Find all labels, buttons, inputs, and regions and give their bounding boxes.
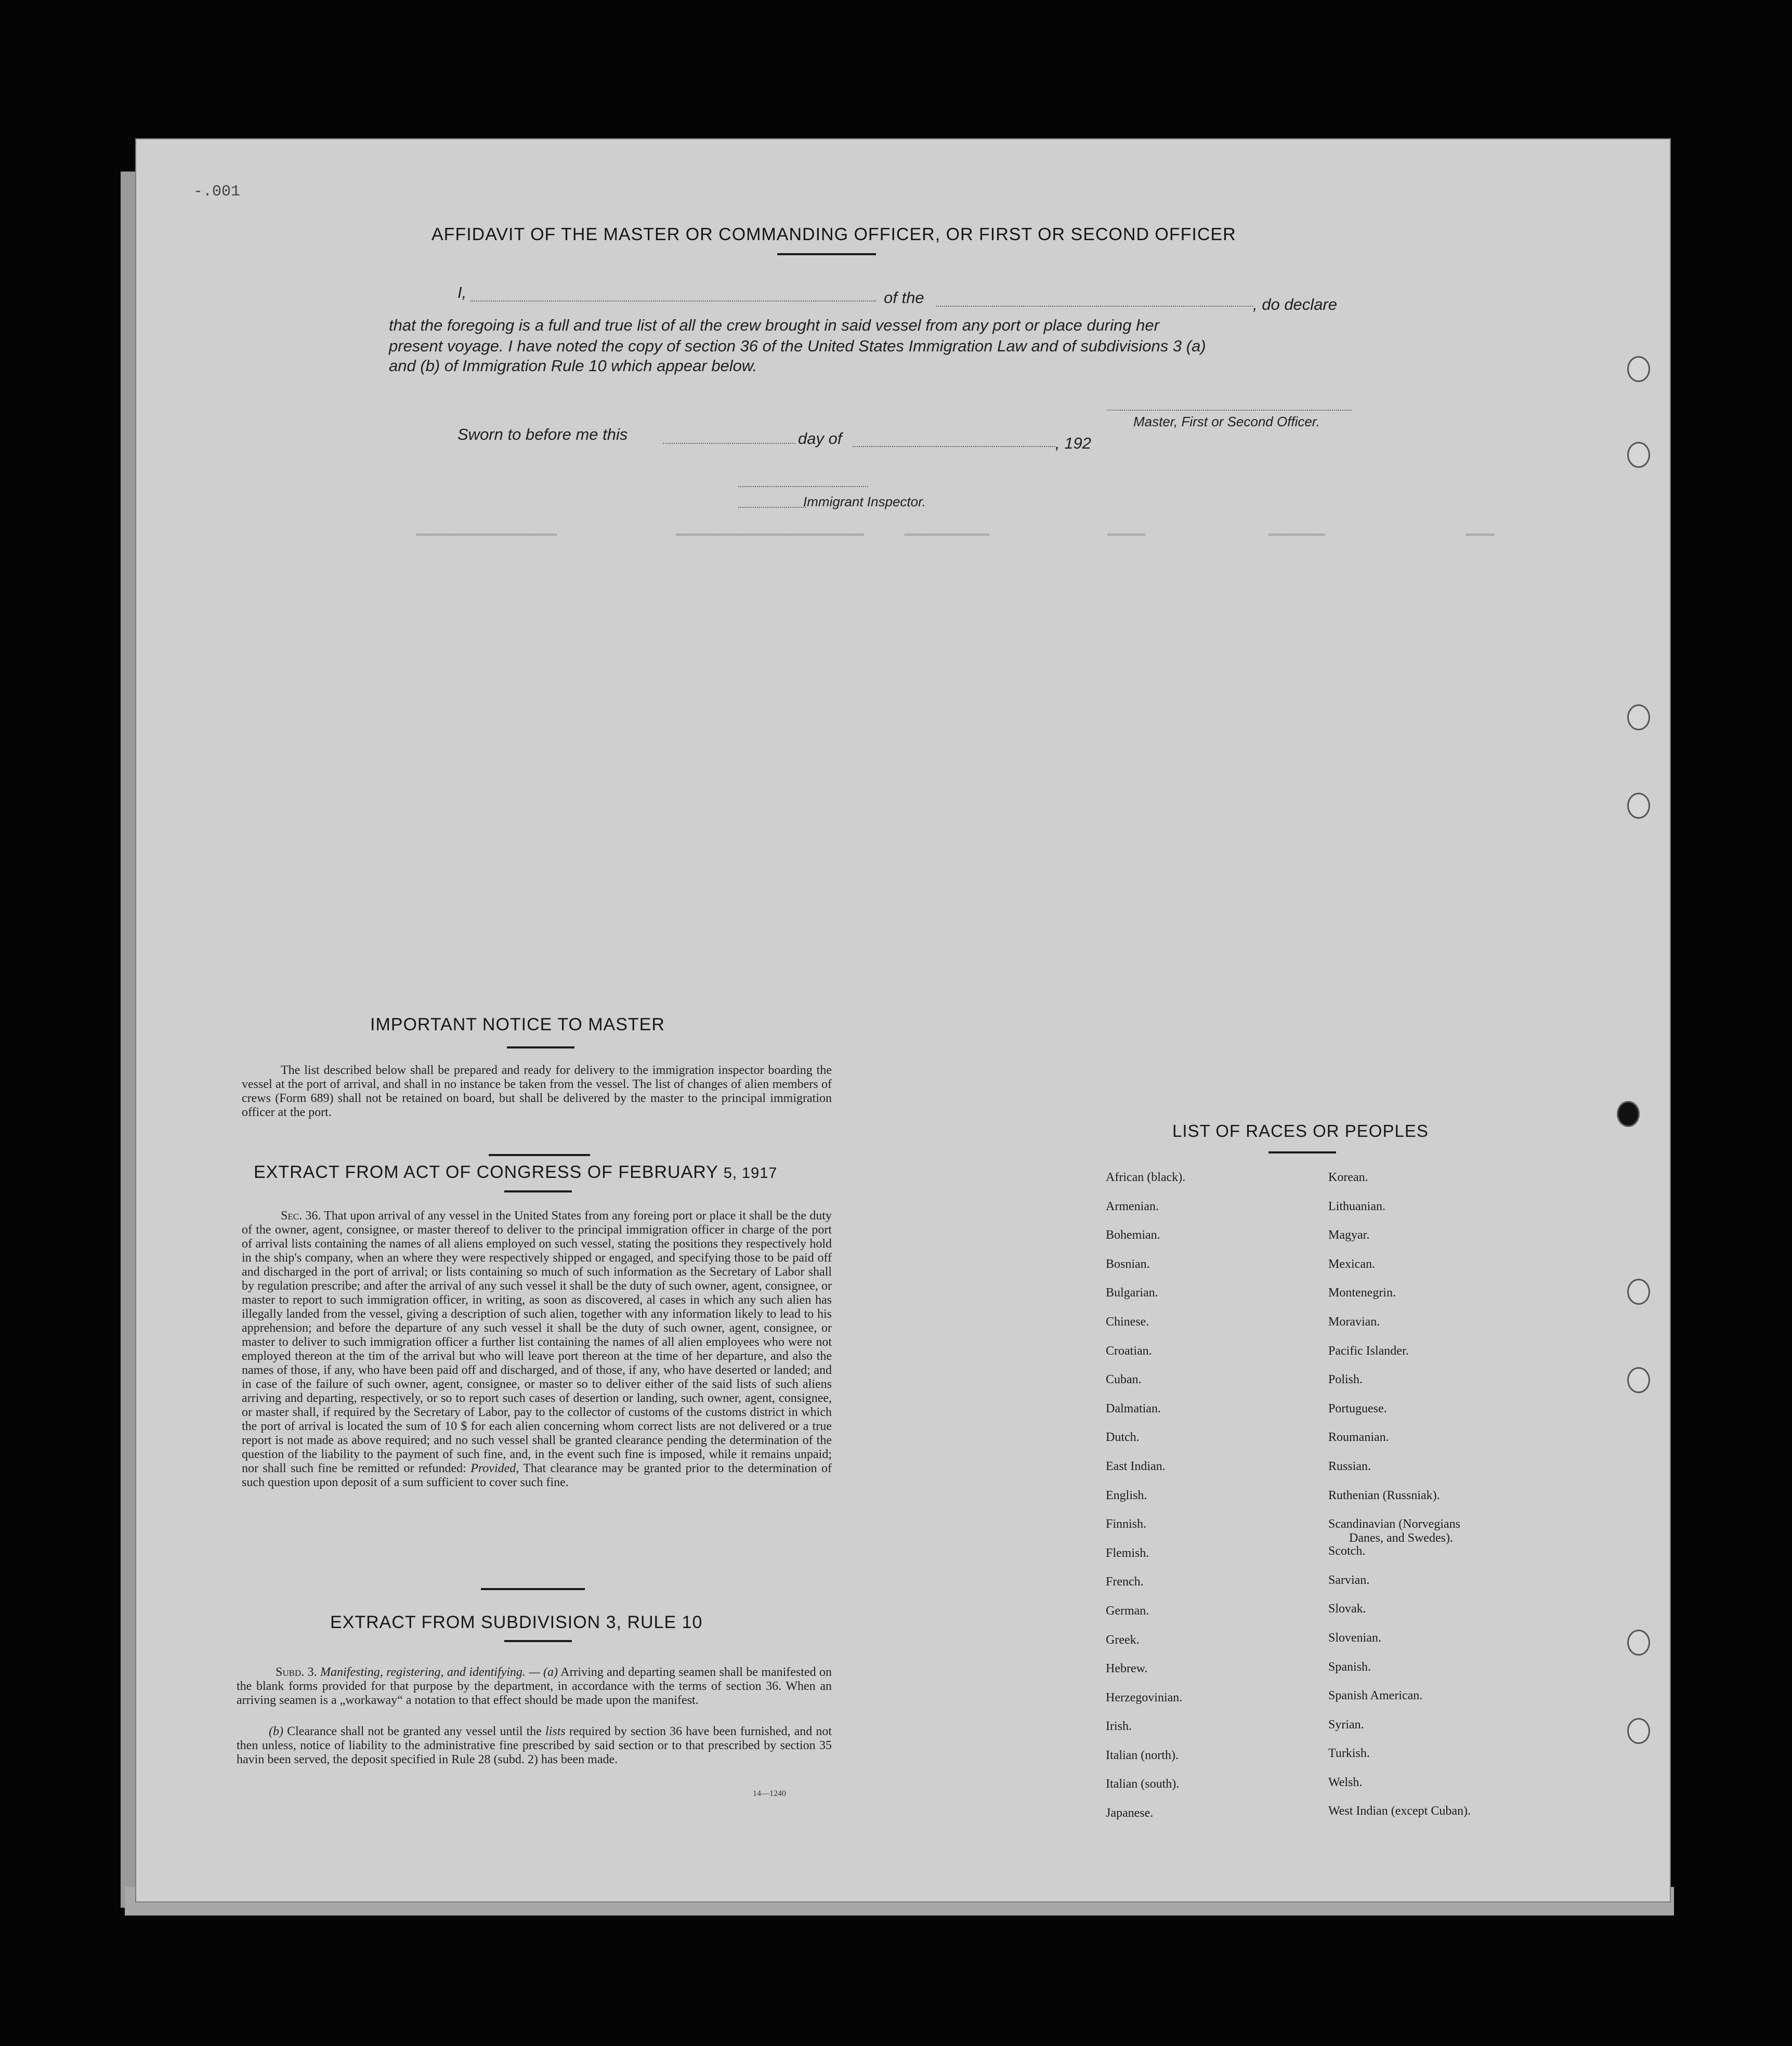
- inspector-signature-blank[interactable]: [738, 486, 868, 487]
- vessel-name-blank[interactable]: [936, 306, 1253, 307]
- race-item: Roumanian.: [1328, 1431, 1389, 1445]
- race-item: Irish.: [1106, 1720, 1132, 1734]
- race-item: Korean.: [1328, 1171, 1368, 1184]
- race-item: Spanish American.: [1328, 1689, 1423, 1703]
- race-item: Bosnian.: [1106, 1257, 1150, 1271]
- race-item: Welsh.: [1328, 1775, 1363, 1789]
- binder-hole: [1627, 1718, 1650, 1744]
- heading-underline: [777, 253, 876, 255]
- race-item: African (black).: [1106, 1171, 1186, 1184]
- binder-hole: [1627, 1630, 1650, 1656]
- race-item: Cuban.: [1106, 1373, 1142, 1387]
- of-the-label: of the: [884, 288, 924, 307]
- sec-36-label: Sec. 36.: [281, 1209, 321, 1223]
- races-underline: [1268, 1151, 1336, 1153]
- form-number: 14—1240: [753, 1789, 786, 1798]
- sworn-label: Sworn to before me this: [457, 425, 628, 443]
- race-item: Armenian.: [1106, 1199, 1159, 1213]
- subd-title: Manifesting, registering, and identifying. — (a): [320, 1665, 558, 1679]
- race-item: Dalmatian.: [1106, 1401, 1161, 1415]
- para-a-text: Arriving and departing seamen shall be manifested on the blank forms provided for that purpose by the department, in accordance with the terms of section 36. When an arriving seamen is a „workaway“ a notation to that effect should be made upon the manifest.: [237, 1665, 832, 1707]
- race-item: Lithuanian.: [1328, 1199, 1385, 1213]
- master-label: Master, First or Second Officer.: [1133, 414, 1320, 429]
- race-item: Chinese.: [1106, 1315, 1149, 1329]
- race-item: Mexican.: [1328, 1257, 1375, 1271]
- act-body-end: That clearance may be granted prior to the determination of such question upon deposit of a sum sufficient to cover such fine.: [242, 1462, 832, 1489]
- act-body-text: That upon arrival of any vessel in the United States from any foreing port or place it shall be the duty of the owner, agent, consignee, or master thereof to deliver to the principal immigration officer in charge of the port of arrival lists containing the names of all aliens employed on such vessel, stating the positions they respectively hold in the ship's company, when an where they were respectively shipped or engaged, and specifying those to be paid off and discharged in the port of arrival; or lists containing so much of such information as the Secretary of Labor shall by regulation prescribe; and after the arrival of any such vessel it shall be the duty of such owner, agent, consignee, or master to report to such immigration officer, in writing, as soon as discovered, al cases in which any such alien has illegally landed from the vessel, giving a description of such alien, together with any information likely to lead to his apprehension; and before the departure of any such vessel it shall be the duty of such owner, agent, consignee, or master to deliver to such immigration officer a further list containing the names of all alien employees who were not employed thereon at the tim of the arrival but who will leave port thereon at the time of her departure, and also the names of those, if any, who have been paid off and discharged, and of those, if any, who have deserted or landed; and in case of the failure of such owner, agent, consignee, or master so to deliver either of the said lists of such aliens arriving and departing, respectively, or so to report such cases of desertion or landing, such owner, agent, consignee, or master shall, if required by the Secretary of Labor, pay to the collector of customs of the customs district in which the port of arrival is located the sum of 10 $ for each alien concerning whom correct lists are not delivered or a true report is not made as above required; and no such vessel shall be granted clearance pending the determination of the question of the liability to the payment of such fine, and, in the event such fine is imposed, while it remains unpaid; nor shall such fine be remitted or refunded:: [242, 1209, 832, 1475]
- races-left-column: [1106, 1163, 1185, 1828]
- race-item: French.: [1106, 1575, 1144, 1589]
- race-item: German.: [1106, 1604, 1149, 1618]
- race-item: Bohemian.: [1106, 1228, 1160, 1242]
- rule-para-a: [237, 1665, 832, 1708]
- race-item: Greek.: [1106, 1633, 1140, 1647]
- race-item: Moravian.: [1328, 1315, 1380, 1329]
- sworn-day-blank[interactable]: [663, 443, 795, 444]
- subd-label: Subd. 3.: [276, 1665, 317, 1679]
- notice-heading: IMPORTANT NOTICE TO MASTER: [370, 1015, 665, 1034]
- race-item: Spanish.: [1328, 1660, 1371, 1674]
- act-top-rule: [489, 1154, 590, 1156]
- race-item: East Indian.: [1106, 1459, 1166, 1473]
- binder-hole: [1627, 442, 1650, 468]
- race-item: Hebrew.: [1106, 1662, 1148, 1676]
- inspector-label: Immigrant Inspector.: [803, 494, 926, 509]
- race-item: English.: [1106, 1488, 1147, 1502]
- affidavit-heading: AFFIDAVIT OF THE MASTER OR COMMANDING OFFICER, OR FIRST OR SECOND OFFICER: [431, 225, 1236, 244]
- rule-para-b: [237, 1725, 832, 1767]
- race-item: Scotch.: [1328, 1544, 1366, 1558]
- corner-mark: -.001: [193, 183, 241, 201]
- race-item: Turkish.: [1328, 1747, 1370, 1761]
- race-item: Magyar.: [1328, 1228, 1370, 1242]
- para-b-end: required by section 36 have been furnished, and not then unless, notice of liability to the administrative fine prescribed by said section or to that prescribed by section 35 havin been served, the deposit specified in Rule 28 (subd. 2) has been made.: [237, 1725, 832, 1766]
- act-heading-main: EXTRACT FROM ACT OF CONGRESS OF FEBRUARY: [254, 1162, 724, 1182]
- race-item: Herzegovinian.: [1106, 1690, 1183, 1704]
- sworn-month-blank[interactable]: [853, 446, 1055, 447]
- binder-hole: [1627, 1367, 1650, 1393]
- race-item: Slovak.: [1328, 1602, 1366, 1616]
- race-item: Danes, and Swedes).: [1349, 1531, 1453, 1545]
- race-item: Flemish.: [1106, 1546, 1149, 1560]
- binder-hole: [1627, 793, 1650, 819]
- officer-name-blank[interactable]: [470, 300, 876, 301]
- act-body: [242, 1209, 832, 1490]
- para-b-label: (b): [269, 1725, 283, 1738]
- act-provided: Provided,: [470, 1462, 519, 1475]
- notice-body: The list described below shall be prepared and ready for delivery to the immigration inspector boarding the vessel at the port of arrival, and shall in no instance be taken from the vessel. The list of changes of alien members of crews (Form 689) shall not be retained on board, but shall be delivered by the master to the principal immigration officer at the port.: [242, 1064, 832, 1119]
- rule-heading: EXTRACT FROM SUBDIVISION 3, RULE 10: [330, 1612, 703, 1632]
- declaration-line-2: that the foregoing is a full and true list of all the crew brought in said vessel from any port or place during her: [389, 316, 1159, 334]
- race-item: Ruthenian (Russniak).: [1328, 1488, 1440, 1502]
- race-item: Pacific Islander.: [1328, 1344, 1409, 1358]
- para-b-lists: lists: [545, 1725, 566, 1738]
- rule-underline: [504, 1640, 572, 1642]
- race-item: Slovenian.: [1328, 1631, 1381, 1645]
- rule-top-rule: [481, 1588, 585, 1590]
- do-declare-label: , do declare: [1253, 295, 1337, 313]
- master-signature-blank[interactable]: [1107, 410, 1352, 411]
- race-item: Croatian.: [1106, 1344, 1152, 1358]
- notice-underline: [507, 1046, 574, 1048]
- binder-hole: [1627, 356, 1650, 382]
- race-item: West Indian (except Cuban).: [1328, 1804, 1471, 1818]
- race-item: Finnish.: [1106, 1517, 1147, 1531]
- act-heading: [254, 1162, 777, 1183]
- races-heading: LIST OF RACES OR PEOPLES: [1172, 1121, 1429, 1140]
- binder-hole: [1627, 704, 1650, 730]
- binder-hole: [1627, 1279, 1650, 1305]
- race-item: Italian (south).: [1106, 1777, 1180, 1791]
- declaration-name-line: [457, 283, 466, 302]
- act-heading-date: 5, 1917: [723, 1165, 778, 1182]
- race-item: Sarvian.: [1328, 1573, 1370, 1587]
- race-item: Japanese.: [1106, 1806, 1154, 1820]
- binder-hole: [1617, 1101, 1640, 1127]
- race-item: Polish.: [1328, 1373, 1363, 1387]
- year-label: , 192: [1055, 434, 1091, 452]
- race-item: Montenegrin.: [1328, 1286, 1396, 1300]
- declaration-line-3: present voyage. I have noted the copy of section 36 of the United States Immigration Law and of subdivisions 3 (a): [389, 337, 1206, 355]
- declaration-i-label: I,: [457, 283, 467, 301]
- race-item: Portuguese.: [1328, 1401, 1387, 1415]
- races-right-column: [1328, 1163, 1471, 1826]
- race-item: Russian.: [1328, 1459, 1371, 1473]
- inspector-signature-blank-2[interactable]: [738, 507, 806, 508]
- declaration-line-4: and (b) of Immigration Rule 10 which appear below.: [389, 357, 757, 375]
- race-item: Italian (north).: [1106, 1748, 1179, 1762]
- day-of-label: day of: [798, 429, 842, 448]
- act-underline: [504, 1190, 572, 1192]
- para-b-start: Clearance shall not be granted any vessel until the: [287, 1725, 542, 1738]
- race-item: Bulgarian.: [1106, 1286, 1158, 1300]
- race-item: Dutch.: [1106, 1431, 1140, 1445]
- race-item: Scandinavian (Norvegians: [1328, 1517, 1460, 1531]
- race-item: Syrian.: [1328, 1717, 1364, 1732]
